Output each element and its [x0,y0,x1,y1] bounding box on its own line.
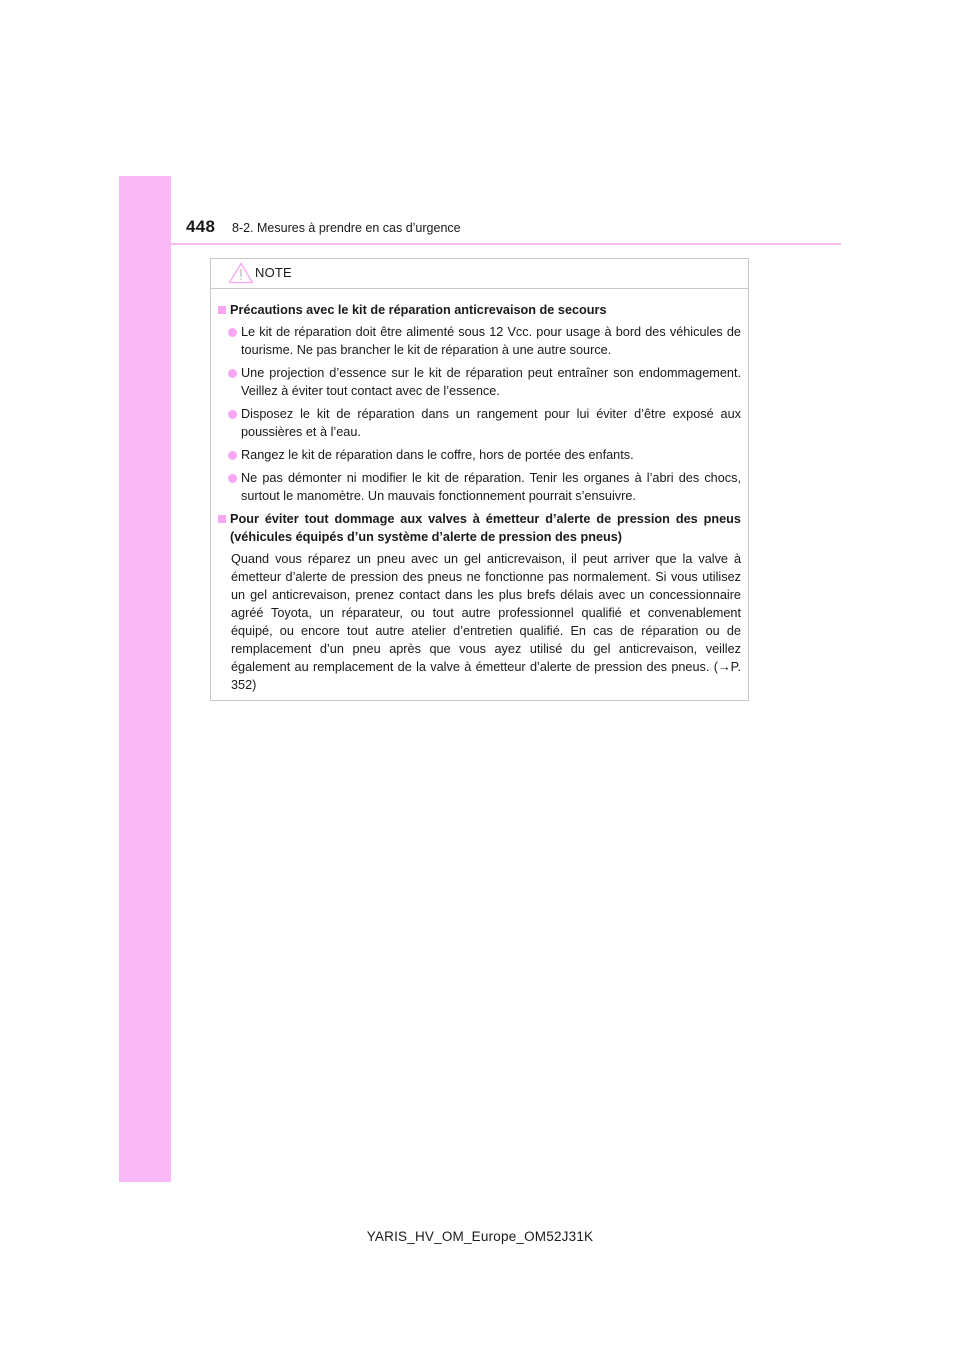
section-heading: Précautions avec le kit de réparation anticrevaison de secours [218,301,741,319]
note-header [211,259,748,289]
note-label: NOTE [255,265,292,280]
document-code: YARIS_HV_OM_Europe_OM52J31K [366,1229,594,1244]
header-divider [119,243,841,245]
round-bullet-icon [228,474,237,483]
list-item: Disposez le kit de réparation dans un rangement pour lui éviter d’être exposé aux poussières et à l’eau. [218,405,741,441]
round-bullet-icon [228,328,237,337]
square-bullet-icon [218,306,226,314]
list-item: Rangez le kit de réparation dans le coffre, hors de portée des enfants. [218,446,741,464]
list-item: Ne pas démonter ni modifier le kit de réparation. Tenir les organes à l’abri des chocs, surtout le manomètre. Un mauvais fonctionnement pourrait s’ensuivre. [218,469,741,505]
square-bullet-icon [218,515,226,523]
chapter-side-tab [119,176,171,1182]
section-paragraph: Quand vous réparez un pneu avec un gel anticrevaison, il peut arriver que la valve à émetteur d’alerte de pression des pneus ne fonctionne pas normalement. Si vous utilisez un gel anticrevaison, prenez contact dans les plus brefs délais avec un concessionnaire agréé Toyota, un réparateur, ou tout autre professionnel qualifié et convenablement équipé, ou encore tout autre atelier d’entretien qualifié. En cas de réparation ou de remplacement d’un pneu après que vous ayez utilisé du gel anticrevaison, veillez également au remplacement de la valve à émetteur d’alerte de pression des pneus. (→P. 352) [231,552,741,692]
section-heading: Pour éviter tout dommage aux valves à émetteur d’alerte de pression des pneus (véhicules équipés d’un système d’alerte de pression des pneus) [218,510,741,546]
warning-triangle-icon [228,262,254,284]
page-number: 448 [186,217,216,236]
round-bullet-icon [228,410,237,419]
note-body [211,289,748,694]
list-item: Une projection d’essence sur le kit de réparation peut entraîner son endommagement. Veillez à éviter tout contact avec de l’essence. [218,364,741,400]
note-box [210,258,749,701]
section-title: 8-2. Mesures à prendre en cas d’urgence [232,221,461,235]
round-bullet-icon [228,451,237,460]
list-item: Le kit de réparation doit être alimenté sous 12 Vcc. pour usage à bord des véhicules de tourisme. Ne pas brancher le kit de réparation à une autre source. [218,323,741,359]
round-bullet-icon [228,369,237,378]
